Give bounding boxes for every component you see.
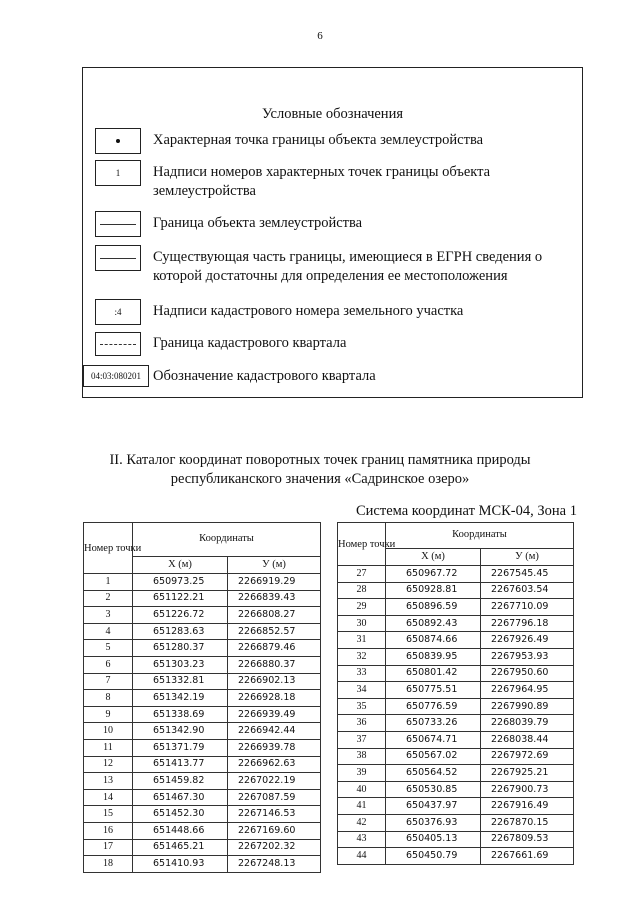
y-coordinate-cell: 2267950.60 — [481, 665, 574, 682]
x-coordinate-cell: 651338.69 — [133, 706, 228, 723]
x-coordinate-cell: 651452.30 — [133, 806, 228, 823]
point-number-cell: 36 — [338, 715, 386, 732]
table-row — [338, 648, 574, 665]
point-number-cell: 5 — [84, 640, 133, 657]
x-coordinate-cell: 650839.95 — [386, 648, 481, 665]
y-coordinate-cell: 2267087.59 — [228, 789, 321, 806]
y-coordinate-cell: 2267964.95 — [481, 682, 574, 699]
y-coordinate-cell: 2267809.53 — [481, 831, 574, 848]
table-row — [338, 731, 574, 748]
x-coordinate-cell: 651413.77 — [133, 756, 228, 773]
x-coordinate-cell: 651122.21 — [133, 590, 228, 607]
point-number-cell: 6 — [84, 656, 133, 673]
coordinate-system-label: Система координат МСК-04, Зона 1 — [356, 503, 577, 519]
y-coordinate-cell: 2266880.37 — [228, 656, 321, 673]
point-number-cell: 11 — [84, 739, 133, 756]
point-number-cell: 28 — [338, 582, 386, 599]
point-number-cell: 4 — [84, 623, 133, 640]
table-row — [338, 781, 574, 798]
x-header: X (м) — [386, 548, 481, 565]
table-row — [84, 706, 321, 723]
point-number-cell: 15 — [84, 806, 133, 823]
table-row — [338, 566, 574, 583]
point-number-cell: 16 — [84, 822, 133, 839]
y-coordinate-cell: 2268039.79 — [481, 715, 574, 732]
point-number-cell: 2 — [84, 590, 133, 607]
x-coordinate-cell: 651342.90 — [133, 723, 228, 740]
boundary-point-dot-icon — [95, 128, 141, 154]
y-coordinate-cell: 2267146.53 — [228, 806, 321, 823]
table-row — [338, 599, 574, 616]
point-number-cell: 14 — [84, 789, 133, 806]
coordinates-table-right — [337, 522, 574, 865]
x-coordinate-cell: 651448.66 — [133, 822, 228, 839]
x-header: X (м) — [133, 556, 228, 573]
point-number-cell: 1 — [84, 574, 133, 591]
table-row — [84, 590, 321, 607]
x-coordinate-cell: 650928.81 — [386, 582, 481, 599]
x-coordinate-cell: 650450.79 — [386, 848, 481, 865]
y-coordinate-cell: 2267169.60 — [228, 822, 321, 839]
point-number-cell: 40 — [338, 781, 386, 798]
table-row — [338, 715, 574, 732]
x-coordinate-cell: 651283.63 — [133, 623, 228, 640]
point-number-cell: 12 — [84, 756, 133, 773]
point-number-cell: 42 — [338, 814, 386, 831]
x-coordinate-cell: 650776.59 — [386, 698, 481, 715]
x-coordinate-cell: 650674.71 — [386, 731, 481, 748]
legend-item-text: Обозначение кадастрового квартала — [153, 368, 376, 384]
x-coordinate-cell: 650801.42 — [386, 665, 481, 682]
point-number-cell: 13 — [84, 773, 133, 790]
table-row — [338, 632, 574, 649]
page-number: 6 — [317, 30, 323, 42]
point-number-cell: 7 — [84, 673, 133, 690]
point-number-cell: 30 — [338, 615, 386, 632]
y-coordinate-cell: 2267953.93 — [481, 648, 574, 665]
table-row — [338, 831, 574, 848]
y-coordinate-cell: 2267916.49 — [481, 798, 574, 815]
table-row — [338, 615, 574, 632]
y-coordinate-cell: 2266879.46 — [228, 640, 321, 657]
table-row — [84, 723, 321, 740]
point-number-cell: 35 — [338, 698, 386, 715]
x-coordinate-cell: 650874.66 — [386, 632, 481, 649]
point-number-cell: 41 — [338, 798, 386, 815]
x-coordinate-cell: 650405.13 — [386, 831, 481, 848]
x-coordinate-cell: 651467.30 — [133, 789, 228, 806]
table-row — [338, 814, 574, 831]
point-number-cell: 17 — [84, 839, 133, 856]
point-number-cell: 38 — [338, 748, 386, 765]
x-coordinate-cell: 651410.93 — [133, 856, 228, 873]
table-row — [84, 623, 321, 640]
table-row — [338, 848, 574, 865]
coordinates-header: Координаты — [133, 523, 321, 557]
y-coordinate-cell: 2266808.27 — [228, 607, 321, 624]
y-coordinate-cell: 2267870.15 — [481, 814, 574, 831]
y-coordinate-cell: 2266919.29 — [228, 574, 321, 591]
y-coordinate-cell: 2267925.21 — [481, 765, 574, 782]
x-coordinate-cell: 651280.37 — [133, 640, 228, 657]
table-row — [84, 839, 321, 856]
legend-box — [82, 67, 583, 398]
table-row — [338, 698, 574, 715]
x-coordinate-cell: 650564.52 — [386, 765, 481, 782]
coordinates-table-left — [83, 522, 321, 873]
table-row — [84, 640, 321, 657]
legend-item-text: Существующая часть границы, имеющиеся в ЕГРН сведения о которой достаточны для определения ее местоположения — [153, 249, 543, 284]
y-coordinate-cell: 2267972.69 — [481, 748, 574, 765]
y-coordinate-cell: 2267661.69 — [481, 848, 574, 865]
legend-title: Условные обозначения — [262, 106, 403, 122]
existing-boundary-line-icon — [95, 245, 141, 271]
y-coordinate-cell: 2266962.63 — [228, 756, 321, 773]
x-coordinate-cell: 651465.21 — [133, 839, 228, 856]
y-header: У (м) — [481, 548, 574, 565]
point-number-header: Номер точки — [84, 523, 133, 574]
parcel-number-label-icon: :4 — [95, 299, 141, 325]
y-coordinate-cell: 2266942.44 — [228, 723, 321, 740]
y-coordinate-cell: 2267990.89 — [481, 698, 574, 715]
object-boundary-line-icon — [95, 211, 141, 237]
x-coordinate-cell: 651303.23 — [133, 656, 228, 673]
table-row — [84, 756, 321, 773]
y-coordinate-cell: 2268038.44 — [481, 731, 574, 748]
y-coordinate-cell: 2266928.18 — [228, 690, 321, 707]
y-coordinate-cell: 2267926.49 — [481, 632, 574, 649]
legend-item-text: Надписи кадастрового номера земельного участка — [153, 303, 464, 319]
point-number-header: Номер точки — [338, 523, 386, 566]
y-coordinate-cell: 2267202.32 — [228, 839, 321, 856]
x-coordinate-cell: 650775.51 — [386, 682, 481, 699]
y-coordinate-cell: 2267900.73 — [481, 781, 574, 798]
table-row — [338, 748, 574, 765]
y-coordinate-cell: 2266939.49 — [228, 706, 321, 723]
x-coordinate-cell: 651332.81 — [133, 673, 228, 690]
point-number-cell: 27 — [338, 566, 386, 583]
y-coordinate-cell: 2266852.57 — [228, 623, 321, 640]
table-row — [84, 574, 321, 591]
x-coordinate-cell: 651342.19 — [133, 690, 228, 707]
y-coordinate-cell: 2266939.78 — [228, 739, 321, 756]
table-row — [84, 690, 321, 707]
y-coordinate-cell: 2267710.09 — [481, 599, 574, 616]
legend-item-text: Граница объекта землеустройства — [153, 215, 363, 231]
y-coordinate-cell: 2267545.45 — [481, 566, 574, 583]
table-row — [84, 856, 321, 873]
x-coordinate-cell: 650437.97 — [386, 798, 481, 815]
point-number-cell: 44 — [338, 848, 386, 865]
x-coordinate-cell: 651459.82 — [133, 773, 228, 790]
y-coordinate-cell: 2267603.54 — [481, 582, 574, 599]
table-row — [338, 798, 574, 815]
x-coordinate-cell: 650567.02 — [386, 748, 481, 765]
point-number-cell: 18 — [84, 856, 133, 873]
legend-item-text: Граница кадастрового квартала — [153, 335, 347, 351]
table-row — [84, 673, 321, 690]
table-row — [84, 656, 321, 673]
x-coordinate-cell: 650892.43 — [386, 615, 481, 632]
table-row — [84, 607, 321, 624]
table-row — [338, 682, 574, 699]
legend-item-text: Надписи номеров характерных точек границы объекта землеустройства — [153, 164, 491, 199]
x-coordinate-cell: 650376.93 — [386, 814, 481, 831]
x-coordinate-cell: 651371.79 — [133, 739, 228, 756]
point-number-label-icon: 1 — [95, 160, 141, 186]
point-number-cell: 31 — [338, 632, 386, 649]
point-number-cell: 29 — [338, 599, 386, 616]
y-coordinate-cell: 2267796.18 — [481, 615, 574, 632]
point-number-cell: 10 — [84, 723, 133, 740]
y-coordinate-cell: 2266839.43 — [228, 590, 321, 607]
table-row — [84, 822, 321, 839]
x-coordinate-cell: 650530.85 — [386, 781, 481, 798]
x-coordinate-cell: 650973.25 — [133, 574, 228, 591]
y-coordinate-cell: 2267248.13 — [228, 856, 321, 873]
point-number-cell: 9 — [84, 706, 133, 723]
coordinates-header: Координаты — [386, 523, 574, 549]
catalog-title: II. Каталог координат поворотных точек границ памятника природы республиканского значения «Садринское озеро» — [109, 452, 531, 487]
point-number-cell: 8 — [84, 690, 133, 707]
table-row — [84, 789, 321, 806]
legend-item-text: Характерная точка границы объекта землеустройства — [153, 132, 484, 148]
x-coordinate-cell: 650967.72 — [386, 566, 481, 583]
table-row — [84, 739, 321, 756]
cadastral-quarter-boundary-icon — [95, 332, 141, 356]
table-row — [338, 765, 574, 782]
point-number-cell: 43 — [338, 831, 386, 848]
x-coordinate-cell: 650896.59 — [386, 599, 481, 616]
table-row — [84, 773, 321, 790]
x-coordinate-cell: 651226.72 — [133, 607, 228, 624]
point-number-cell: 39 — [338, 765, 386, 782]
point-number-cell: 34 — [338, 682, 386, 699]
table-row — [84, 806, 321, 823]
cadastral-quarter-label-icon: 04:03:080201 — [83, 365, 149, 387]
table-row — [338, 665, 574, 682]
y-coordinate-cell: 2267022.19 — [228, 773, 321, 790]
y-header: У (м) — [228, 556, 321, 573]
y-coordinate-cell: 2266902.13 — [228, 673, 321, 690]
point-number-cell: 32 — [338, 648, 386, 665]
table-row — [338, 582, 574, 599]
point-number-cell: 37 — [338, 731, 386, 748]
point-number-cell: 33 — [338, 665, 386, 682]
x-coordinate-cell: 650733.26 — [386, 715, 481, 732]
point-number-cell: 3 — [84, 607, 133, 624]
